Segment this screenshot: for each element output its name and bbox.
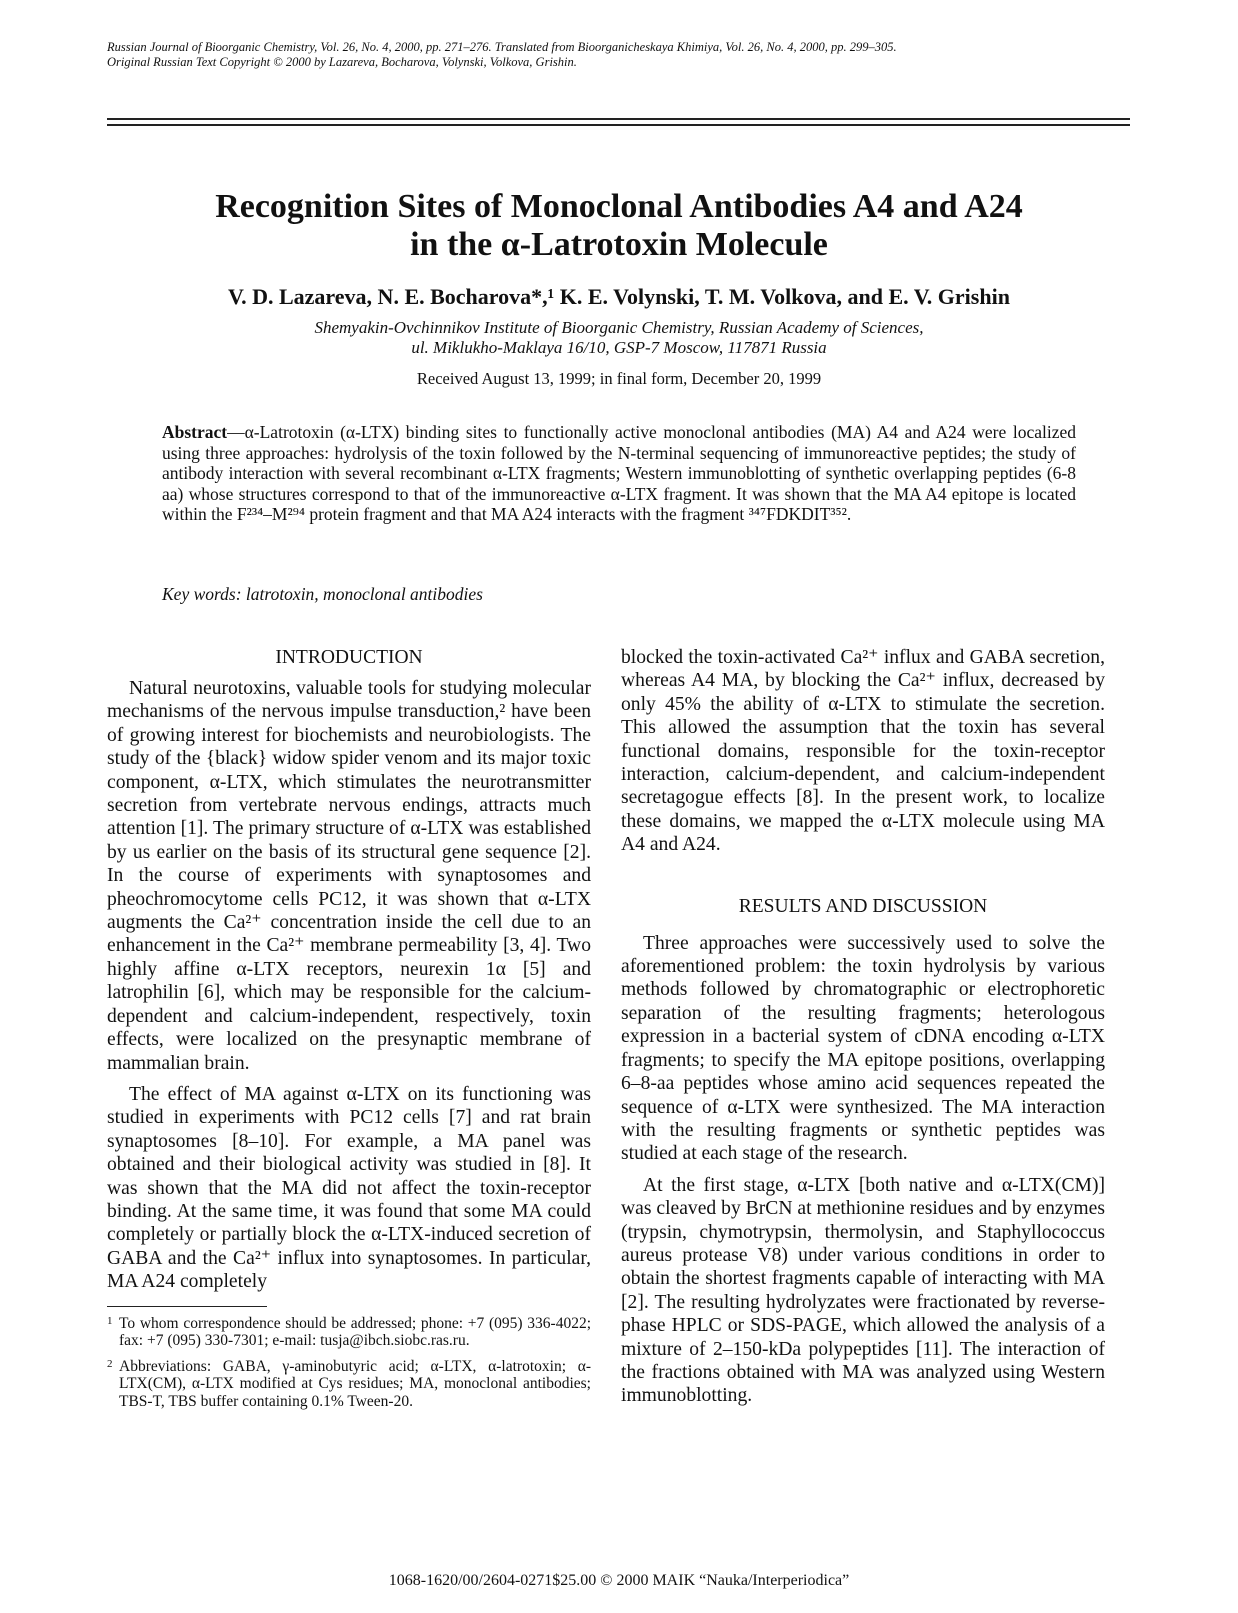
header-line-2: Original Russian Text Copyright © 2000 by Lazareva, Bocharova, Volynski, Volkova, Grishin.	[107, 55, 577, 69]
results-heading: RESULTS AND DISCUSSION	[738, 895, 988, 917]
header-rule-top	[107, 118, 1130, 120]
footnote-mark: 2	[107, 1357, 113, 1370]
copyright-footer: 1068-1620/00/2604-0271$25.00 © 2000 MAIK “Nauka/Interperiodica”	[388, 1572, 850, 1589]
footnote-text: To whom correspondence should be addressed; phone: +7 (095) 336-4022; fax: +7 (095) 330-7301; e-mail: tusja@ibch.siobc.ras.ru.	[119, 1314, 591, 1350]
authors: V. D. Lazareva, N. E. Bocharova*,¹ K. E. Volynski, T. M. Volkova, and E. V. Grishin	[228, 284, 1010, 309]
footnote-rule	[107, 1306, 267, 1307]
title-line-1: Recognition Sites of Monoclonal Antibodies A4 and A24	[215, 188, 1023, 225]
introduction-heading: INTRODUCTION	[275, 647, 423, 668]
affiliation-line-1: Shemyakin-Ovchinnikov Institute of Bioorganic Chemistry, Russian Academy of Sciences,	[314, 318, 924, 337]
paragraph: Three approaches were successively used to solve the aforementioned problem: the toxin hydrolysis by various methods followed by chromatographic or electrophoretic separation of the resulting fragments; heterologous expression in a bacterial system of cDNA encoding α-LTX fragments; to specify the MA epitope positions, overlapping 6–8-aa peptides whose amino acid sequences repeated the sequence of α-LTX were synthesized. The MA interaction with the resulting fragments or synthetic peptides was studied at each stage of the research.	[621, 932, 1105, 1165]
paper-title	[100, 188, 1138, 264]
right-column	[621, 646, 1105, 1416]
header-rule-bottom	[107, 124, 1130, 126]
abstract-label: Abstract	[162, 422, 228, 442]
header-line-1: Russian Journal of Bioorganic Chemistry, Vol. 26, No. 4, 2000, pp. 271–276. Translated from Bioorganicheskaya Khimiya, Vol. 26, No. 4, 2000, pp. 299–305.	[107, 40, 897, 54]
paragraph: At the first stage, α-LTX [both native and α-LTX(CM)] was cleaved by BrCN at methionine residues and by enzymes (trypsin, chymotrypsin, thermolysin, and Staphyllococcus aureus protease V8) under various conditions in order to obtain the shortest fragments capable of interacting with MA [2]. The resulting hydrolyzates were fractionated by reverse-phase HPLC or SDS-PAGE, which allowed the analysis of a mixture of 2–150-kDa polypeptides [11]. The interaction of the fractions obtained with MA was analyzed using Western immunoblotting.	[621, 1174, 1105, 1407]
title-line-2: in the α-Latrotoxin Molecule	[410, 226, 828, 263]
paragraph: The effect of MA against α-LTX on its functioning was studied in experiments with PC12 cells [7] and rat brain synaptosomes [8–10]. For example, a MA panel was obtained and their biological activity was studied in [8]. It was shown that the MA did not affect the toxin-receptor binding. At the same time, it was found that some MA could completely or partially block the α-LTX-induced secretion of GABA and the Ca²⁺ influx into synaptosomes. In particular, MA A24 completely	[107, 1083, 591, 1293]
left-column	[107, 646, 591, 1418]
abstract-text: —α-Latrotoxin (α-LTX) binding sites to functionally active monoclonal antibodies (MA) A4 and A24 were localized using three approaches: hydrolysis of the toxin followed by the N-terminal sequencing of immunoreactive peptides; the study of antibody interaction with several recombinant α-LTX fragments; Western immunoblotting of synthetic overlapping peptides (6-8 aa) whose structures correspond to that of the immunoreactive α-LTX fragment. It was shown that the MA A4 epitope is located within the F²³⁴–M²⁹⁴ protein fragment and that MA A24 interacts with the fragment ³⁴⁷FDKDIT³⁵².	[162, 422, 1076, 524]
footnote-text: Abbreviations: GABA, γ-aminobutyric acid; α-LTX, α-latrotoxin; α-LTX(CM), α-LTX modified at Cys residues; MA, monoclonal antibodies; TBS-T, TBS buffer containing 0.1% Tween-20.	[119, 1357, 591, 1410]
paragraph-continuation: blocked the toxin-activated Ca²⁺ influx and GABA secretion, whereas A4 MA, by blocking the Ca²⁺ influx, decreased by only 45% the ability of α-LTX to stimulate the secretion. This allowed the assumption that the toxin has several functional domains, responsible for the toxin-receptor interaction, calcium-dependent, and calcium-independent secretagogue effects [8]. In the present work, to localize these domains, we mapped the α-LTX molecule using MA A4 and A24.	[621, 647, 1105, 856]
paragraph: Natural neurotoxins, valuable tools for studying molecular mechanisms of the nervous impulse transduction,² have been of growing interest for biochemists and neurobiologists. The study of the {black} widow spider venom and its major toxic component, α-LTX, which stimulates the neurotransmitter secretion from vertebrate nervous endings, attracts much attention [1]. The primary structure of α-LTX was established by us earlier on the basis of its structural gene sequence [2]. In the course of experiments with synaptosomes and pheochromocytome cells PC12, it was shown that α-LTX augments the Ca²⁺ concentration inside the cell due to an enhancement in the Ca²⁺ membrane permeability [3, 4]. Two highly affine α-LTX receptors, neurexin 1α [5] and latrophilin [6], which may be responsible for the calcium-dependent and calcium-independent, respectively, toxin effects, were localized on the presynaptic membrane of mammalian brain.	[107, 678, 591, 1074]
affiliation	[150, 318, 1088, 358]
keywords: Key words: latrotoxin, monoclonal antibodies	[162, 584, 483, 604]
footnote-1	[107, 1315, 591, 1350]
affiliation-line-2: ul. Miklukho-Maklaya 16/10, GSP-7 Moscow, 117871 Russia	[411, 338, 827, 357]
footnote-2	[107, 1358, 591, 1411]
journal-header	[107, 40, 1047, 70]
footnote-mark: 1	[107, 1314, 113, 1327]
abstract	[162, 422, 1076, 525]
received-dates: Received August 13, 1999; in final form, December 20, 1999	[416, 369, 822, 388]
